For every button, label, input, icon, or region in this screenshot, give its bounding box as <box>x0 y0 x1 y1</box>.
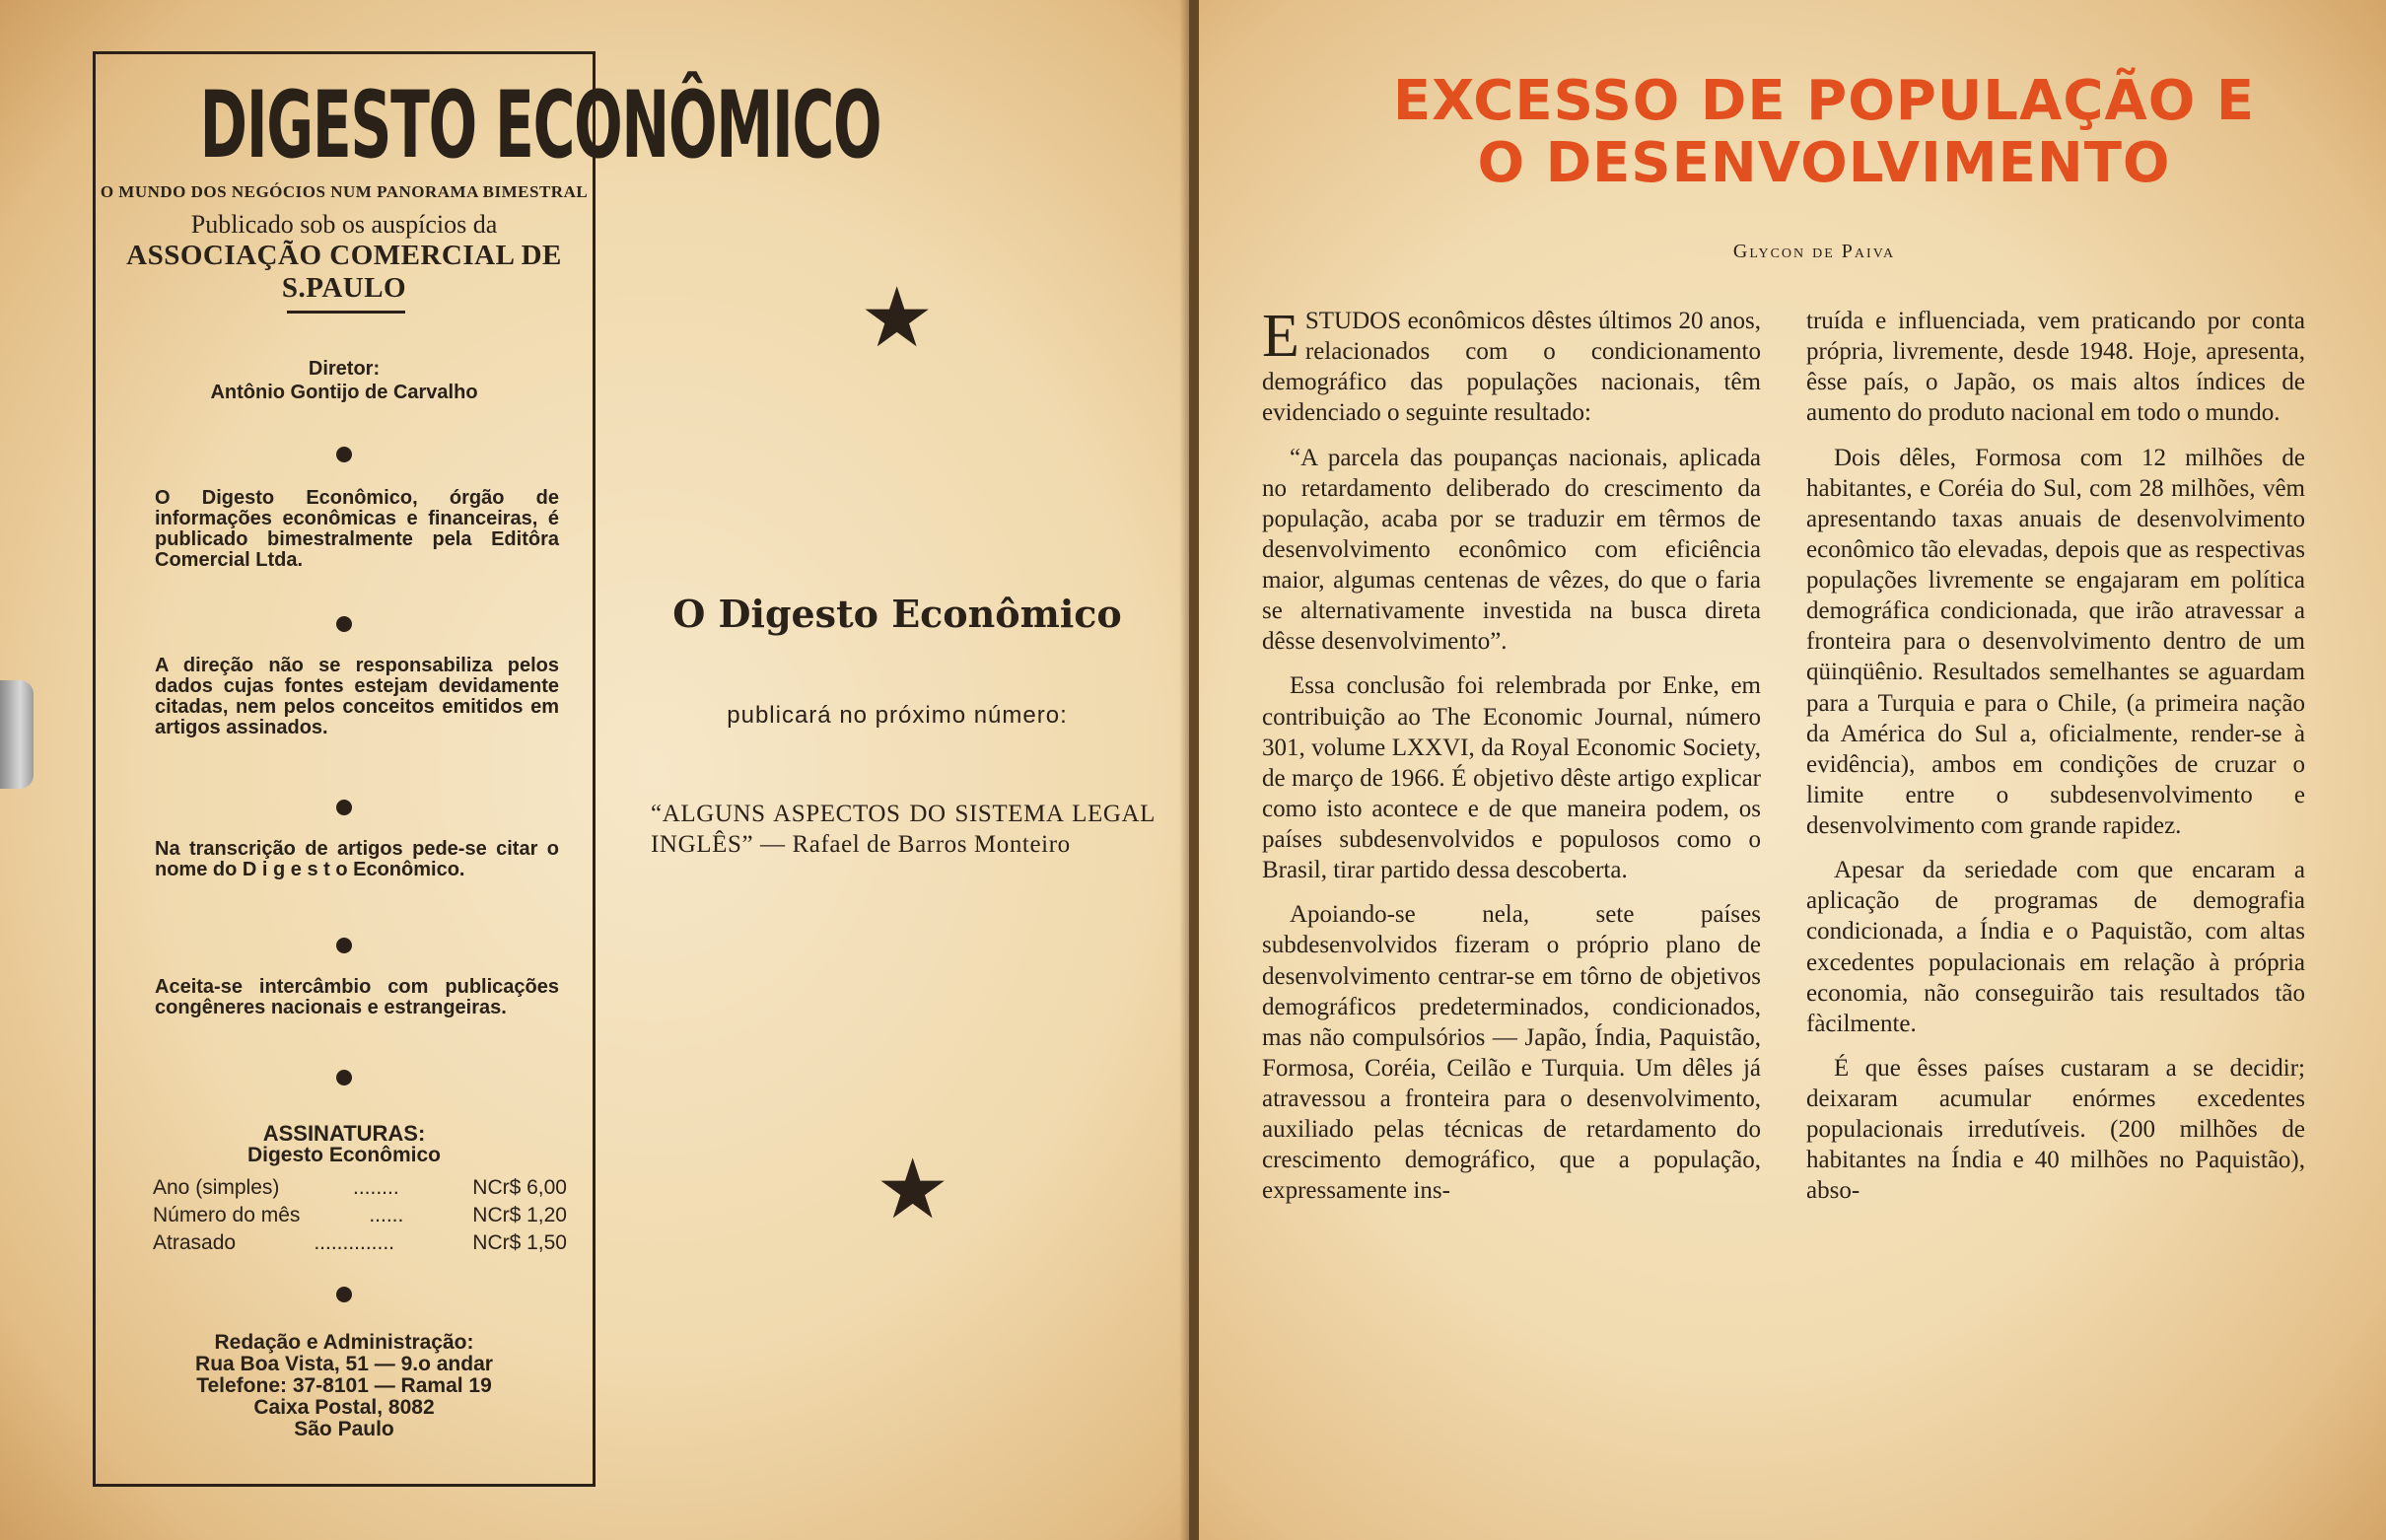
promo-title: O Digesto Econômico <box>672 592 1122 636</box>
price-label: Ano (simples) <box>153 1176 280 1199</box>
bullet-dot <box>336 800 352 815</box>
masthead-published: Publicado sob os auspícios da <box>190 210 498 239</box>
price-row <box>153 1231 567 1255</box>
promo-subtitle: publicará no próximo número: <box>727 702 1068 729</box>
article-title <box>1390 71 2258 194</box>
price-dots: ........ <box>352 1176 399 1199</box>
article-column-1 <box>1262 303 1761 1221</box>
drop-cap: E <box>1262 303 1299 370</box>
article-paragraph: Essa conclusão foi relembrada por Enke, em contribuição ao The Economic Journal, número 301, volume LXXVI, da Royal Economic Society, de março de 1966. É objetivo dêste artigo explicar como isto acontece e de que maneira podem, os países subdesenvolvidos e populosos como o Brasil, tirar partido dessa descoberta. <box>1262 672 1761 884</box>
masthead-title: DIGESTO ECONÔMICO <box>199 72 881 179</box>
masthead-box <box>93 51 881 1487</box>
article-paragraph: Dois dêles, Formosa com 12 milhões de habitantes, e Coréia do Sul, com 28 milhões, vêm apresentando taxas anuais de desenvolvimento econômico tão elevadas, depois que as respectivas populações livremente se engajaram em política demográfica condicionada, que irão atravessar a fronteira para o desenvolvimento dentro de um qüinqüênio. Resultados semelhantes se aguardam para a Turquia e para o Chile, (a primeira nação da América do Sul a, oficialmente, render-se à evidência), ambos em condições de cruzar o limite entre o subdesenvolvimento e desenvolvimento com grande rapidez. <box>1806 444 2305 839</box>
promo-article: “ALGUNS ASPECTOS DO SISTEMA LEGAL INGLÊS” — Rafael de Barros Monteiro <box>651 801 1156 859</box>
transcription-paragraph: Na transcrição de artigos pede-se citar o nome do D i g e s t o Econômico. <box>155 838 559 880</box>
masthead-subtitle: O MUNDO DOS NEGÓCIOS NUM PANORAMA BIMESTRAL <box>100 182 589 201</box>
price-row <box>153 1204 567 1227</box>
address-label: Redação e Administração: <box>214 1331 474 1354</box>
bullet-dot <box>336 616 352 632</box>
divider <box>287 311 405 314</box>
article-title-line: O DESENVOLVIMENTO <box>1477 130 2171 195</box>
article-title-line: EXCESSO DE POPULAÇÃO E <box>1392 69 2256 133</box>
bullet-dot <box>336 938 352 953</box>
disclaimer-paragraph: A direção não se responsabiliza pelos dados cujas fontes estejam devidamente citadas, nem pelos conceitos emitidos em artigos assinados. <box>155 655 559 738</box>
price-value: NCr$ 6,00 <box>472 1176 567 1199</box>
bullet-dot <box>336 1287 352 1302</box>
star-icon: ★ <box>876 1145 950 1236</box>
subscriptions-heading: ASSINATURAS: <box>262 1121 426 1146</box>
article-paragraph: Apoiando-se nela, sete países subdesenvolvidos fizeram o próprio plano de desenvolvimento centrar-se em tôrno de objetivos demográficos predeterminados, condicionados, mas não compulsórios — Japão, Índia, Paquistão, Formosa, Coréia, Ceilão e Turquia. Um dêles já atravessou a fronteira para o desenvolvimento, auxiliado pelas técnicas de retardamento do crescimento demográfico, que a população, expressamente ins- <box>1262 901 1761 1205</box>
bullet-dot <box>336 1070 352 1085</box>
price-label: Número do mês <box>153 1204 301 1226</box>
price-value: NCr$ 1,50 <box>472 1231 567 1254</box>
masthead-association: ASSOCIAÇÃO COMERCIAL DE S.PAULO <box>126 240 562 304</box>
director-label: Diretor: <box>308 358 381 380</box>
address-line: Telefone: 37-8101 — Ramal 19 <box>196 1374 492 1397</box>
article-column-2 <box>1806 306 2305 1221</box>
price-row <box>153 1176 567 1200</box>
bullet-dot <box>336 447 352 462</box>
price-dots: ...... <box>369 1204 404 1226</box>
left-page <box>0 0 1189 1540</box>
address-line: Caixa Postal, 8082 <box>253 1396 435 1419</box>
address-line: São Paulo <box>294 1418 394 1440</box>
article-paragraph: truída e influenciada, vem praticando por conta própria, livremente, desde 1948. Hoje, apresenta, êsse país, o Japão, os mais altos índices de aumento do produto nacional em todo o mundo. <box>1806 308 2305 427</box>
article-quote: “A parcela das poupanças nacionais, aplicada no retardamento deliberado do crescimento da população, acaba por se traduzir em têrmos de desenvolvimento econômico com eficiência maior, algumas centenas de vêzes, do que o faria se alternativamente investida na busca direta dêsse desenvolvimento”. <box>1262 444 1761 656</box>
subscriptions-publication: Digesto Econômico <box>246 1144 442 1166</box>
star-icon: ★ <box>860 273 935 365</box>
exchange-paragraph: Aceita-se intercâmbio com publicações congêneres nacionais e estrangeiras. <box>155 976 559 1018</box>
price-label: Atrasado <box>153 1231 237 1254</box>
address-line: Rua Boa Vista, 51 — 9.o andar <box>195 1353 493 1375</box>
director-name: Antônio Gontijo de Carvalho <box>210 382 478 403</box>
article-byline: Glycon de Paiva <box>1732 241 1896 262</box>
article-paragraph: É que êsses países custaram a se decidir; deixaram acumular enórmes excedentes populacionais irredutíveis. (200 milhões de habitantes na Índia e 40 milhões no Paquistão), abso- <box>1806 1054 2305 1205</box>
price-dots: .............. <box>314 1231 395 1254</box>
price-value: NCr$ 1,20 <box>472 1204 567 1226</box>
article-paragraph: Apesar da seriedade com que encaram a aplicação de programas de demografia condicionada, a Índia e o Paquistão, com altas excedentes populacionais em relação à própria economia, não conseguirão tais resultados tão fàcilmente. <box>1806 857 2305 1037</box>
binder-clip <box>0 680 34 789</box>
info-paragraph: O Digesto Econômico, órgão de informações econômicas e financeiras, é publicado bimestralmente pela Editôra Comercial Ltda. <box>155 487 559 571</box>
article-paragraph: ESTUDOS econômicos dêstes últimos 20 anos, relacionados com o condicionamento demográfico das populações nacionais, têm evidenciado o seguinte resultado: <box>1262 303 1761 427</box>
